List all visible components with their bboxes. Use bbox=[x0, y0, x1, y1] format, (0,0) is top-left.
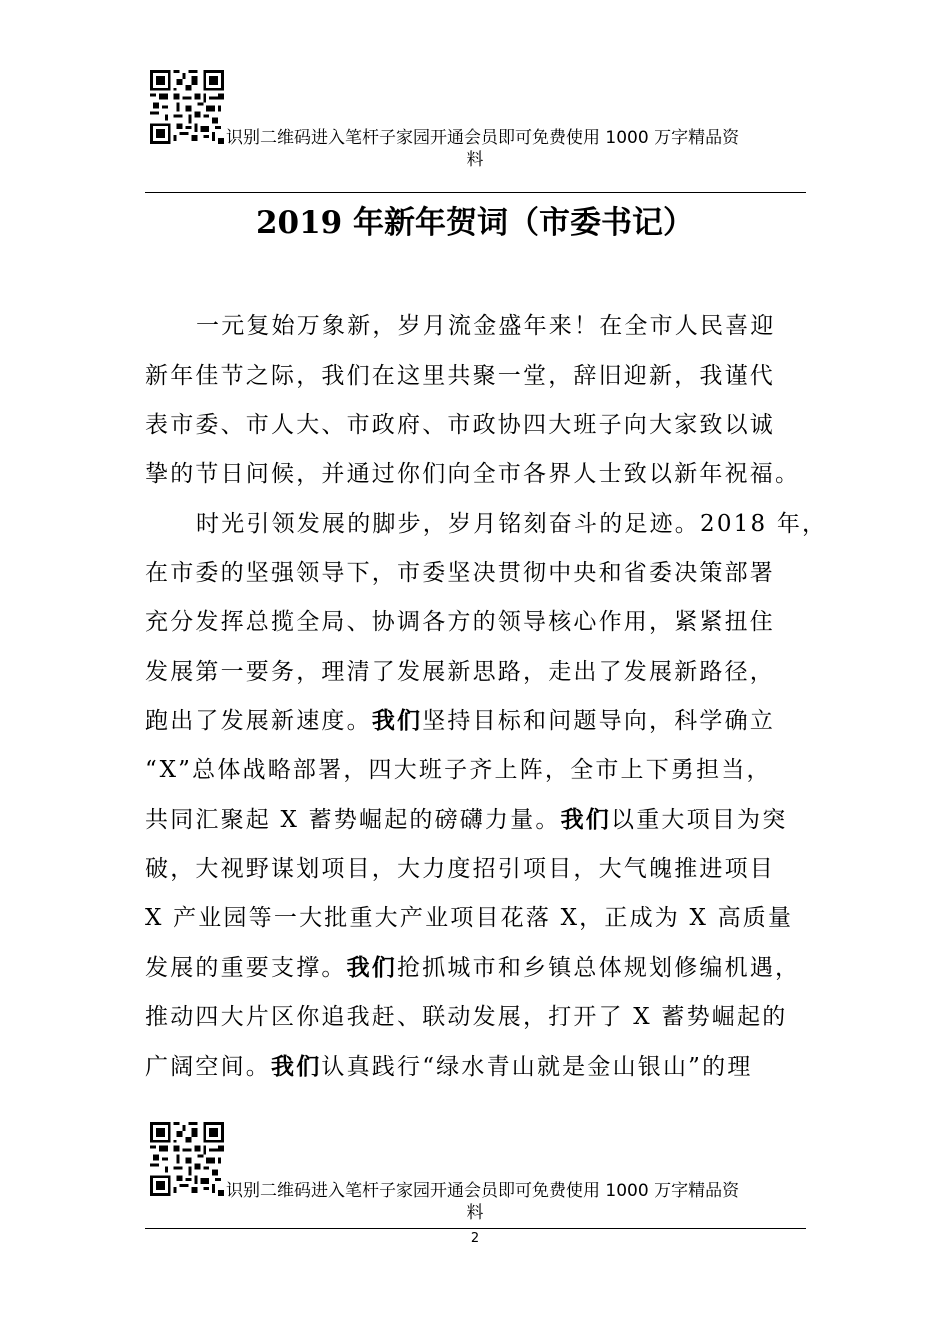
paragraph-line: 时光引领发展的脚步，岁月铭刻奋斗的足迹。2018 年， bbox=[196, 511, 828, 537]
line-text: 共同汇聚起 X 蓄势崛起的磅礴力量。 bbox=[145, 807, 561, 833]
line-text: X 产业园等一大批重大产业项目花落 X，正成为 X 高质量 bbox=[145, 905, 794, 931]
footer-promo-text-continued: 料 bbox=[466, 1203, 484, 1223]
paragraph-line bbox=[145, 1051, 753, 1083]
paragraph-line: 充分发挥总揽全局、协调各方的领导核心作用，紧紧扭住 bbox=[145, 609, 775, 635]
paragraph-line bbox=[145, 754, 772, 786]
paragraph-line bbox=[145, 902, 793, 934]
page-number: 2 bbox=[470, 1231, 480, 1246]
document-title: 2019 年新年贺词（市委书记） bbox=[255, 205, 695, 241]
line-text: 认真践行“绿水青山就是金山银山”的理 bbox=[321, 1054, 753, 1080]
header-promo-text-continued: 料 bbox=[466, 150, 484, 170]
paragraph-line bbox=[145, 853, 775, 885]
header-divider bbox=[145, 192, 806, 193]
line-text: 抢抓城市和乡镇总体规划修编机遇， bbox=[397, 955, 801, 981]
emphasis-text: 我们 bbox=[371, 707, 423, 734]
line-text: “X”总体战略部署，四大班子齐上阵，全市上下勇担当， bbox=[145, 757, 772, 783]
footer-promo-text: 识别二维码进入笔杆子家园开通会员即可免费使用 1000 万字精品资 bbox=[226, 1181, 740, 1201]
paragraph-line: 表市委、市人大、市政府、市政协四大班子向大家致以诚 bbox=[145, 412, 775, 438]
emphasis-text: 我们 bbox=[271, 1053, 322, 1080]
footer-qr-code-icon bbox=[150, 1122, 224, 1196]
paragraph-line bbox=[145, 1001, 787, 1033]
paragraph-line bbox=[145, 804, 787, 836]
header-qr-code-icon bbox=[150, 70, 224, 144]
paragraph-line: 一元复始万象新，岁月流金盛年来！在全市人民喜迎 bbox=[196, 313, 776, 339]
paragraph-line: 发展第一要务，理清了发展新思路，走出了发展新路径， bbox=[145, 659, 775, 685]
paragraph-line bbox=[145, 952, 800, 984]
emphasis-text: 我们 bbox=[560, 806, 612, 833]
line-text: 发展的重要支撑。 bbox=[145, 955, 347, 981]
line-text: 坚持目标和问题导向，科学确立 bbox=[422, 708, 776, 734]
line-text: 以重大项目为突 bbox=[611, 807, 788, 833]
line-text: 广阔空间。 bbox=[145, 1054, 271, 1080]
paragraph-line: 在市委的坚强领导下，市委坚决贯彻中央和省委决策部署 bbox=[145, 560, 775, 586]
paragraph-line: 挚的节日问候，并通过你们向全市各界人士致以新年祝福。 bbox=[145, 461, 801, 487]
emphasis-text: 我们 bbox=[346, 954, 398, 981]
line-text: 推动四大片区你追我赶、联动发展，打开了 X 蓄势崛起的 bbox=[145, 1004, 788, 1030]
line-text: 破，大视野谋划项目，大力度招引项目，大气魄推进项目 bbox=[145, 856, 775, 882]
footer-divider bbox=[145, 1228, 806, 1229]
paragraph-line bbox=[145, 705, 775, 737]
header-promo-text: 识别二维码进入笔杆子家园开通会员即可免费使用 1000 万字精品资 bbox=[226, 128, 740, 148]
line-text: 跑出了发展新速度。 bbox=[145, 708, 372, 734]
paragraph-line: 新年佳节之际，我们在这里共聚一堂，辞旧迎新，我谨代 bbox=[145, 363, 775, 389]
